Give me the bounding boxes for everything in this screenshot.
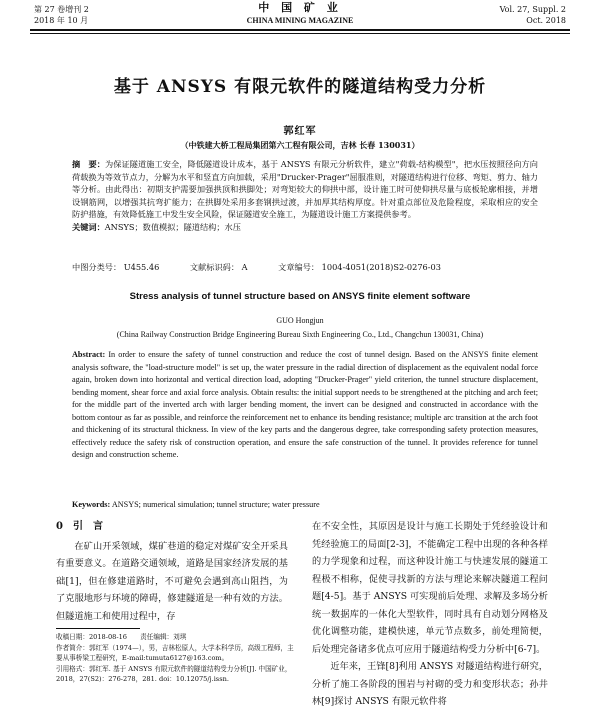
keywords-en — [72, 500, 320, 509]
abstract-cn — [72, 158, 538, 233]
footnotes — [56, 632, 294, 685]
paper-title-cn: 基于 ANSYS 有限元软件的隧道结构受力分析 — [113, 77, 487, 97]
body-column-left — [56, 518, 288, 625]
clc-number: 中图分类号： U455.46 — [72, 262, 160, 272]
keywords-cn-label: 关键词： — [72, 221, 105, 232]
journal-name-cn: 中 国 矿 业 — [258, 1, 342, 14]
date-en: Oct. 2018 — [526, 16, 566, 25]
author-cn: 郭红军 — [283, 126, 317, 137]
body-column-right — [312, 518, 548, 711]
intro-paragraph-1: 在矿山开采领域，煤矿巷道的稳定对煤矿安全开采具有重要意义。在道路交通领域，道路是国家经济发展的基础[1]，但在修建道路时，不可避免会遇到高山阻挡，为了克服地形与环境的障碍，修建隧道是一种有效的方法。但隧道施工和使用过程中，存 — [56, 540, 288, 622]
abstract-en-label: Abstract: — [72, 350, 106, 359]
affiliation-cn: （中铁建大桥工程局集团第六工程有限公司，吉林 长春 130031） — [180, 140, 420, 150]
volume-en: Vol. 27, Suppl. 2 — [499, 5, 566, 14]
abstract-cn-label: 摘 要： — [72, 159, 105, 169]
keywords-en-label: Keywords: — [72, 500, 111, 509]
footnote-author-bio: 作者简介：郭红军（1974—），男，吉林松原人，大学本科学历，高级工程师，主要从事桥梁工程研究，E-mail:tumuta6127@163.com。 — [56, 643, 294, 662]
footnote-rule — [56, 628, 140, 629]
section-heading-intro: 0 引 言 — [56, 521, 103, 532]
keywords-en-text: ANSYS; numerical simulation; tunnel structure; water pressure — [111, 500, 320, 509]
author-en: GUO Hongjun — [276, 316, 324, 325]
abstract-en — [72, 349, 538, 462]
issue-info: 第 27 卷增刊 2 — [34, 5, 89, 14]
footnote-citation: 引用格式：郭红军. 基于 ANSYS 有限元软件的隧道结构受力分析[J]. 中国矿业，2018，27(S2)：276-278，281. doi：10.12075/j.issn. — [56, 664, 292, 683]
abstract-cn-text: 为保证隧道施工安全，降低隧道设计成本，基于 ANSYS 有限元分析软件，建立"荷载-结构模型"，把水压按照径向方向荷载换为等效节点力，分解为水平和竖直方向加载，采用"Drucker-Prager"屈服准则，对隧道结构进行位移、弯矩、剪力、轴力等分析。由此得出：初期支护需要加强拱顶和拱脚处；对弯矩较大的仰拱中部，设计施工时可使仰拱尽量与底板轮廓相接，并增设钢筋网，以增强其抗弯扩能力；在拱脚处采用多套钢拱过渡，并加厚其结构厚度。针对重点部位及危险程度，采取相应的安全防护措施，有效降低施工中发生安全风险，保证隧道安全施工，为隧道设计施工方案提供参考。 — [72, 159, 538, 219]
header-rule-thin — [30, 33, 570, 34]
intro-paragraph-continued: 在不安全性，其原因是设计与施工长期处于凭经验设计和凭经验施工的局面[2-3]，不能确定工程中出现的各种各样的力学现象和过程，而这种设计施工与快速发展的隧道工程极不相称，促使寻找新的方法与理论来解决隧道工程问题[4-5]。基于 ANSYS 可实现前后处理、求解及多场分析统一数据库的一体化大型软件，同时具有自动划分网格及优化调整功能，建模快速，单元节点数多，前处理简便，后处理完备诸多优点可应用于隧道结构受力分析中[6-7]。 — [312, 521, 548, 655]
classification-line — [72, 262, 469, 273]
document-code: 文献标识码： A — [189, 262, 248, 272]
intro-paragraph-2: 近年来，王锋[8]利用 ANSYS 对隧道结构进行研究，分析了施工各阶段的围岩与衬砌的受力和变形状态；孙井林[9]探讨 ANSYS 有限元软件将 — [312, 661, 548, 707]
issue-date: 2018 年 10 月 — [34, 16, 89, 25]
header-rule-thick — [30, 29, 570, 31]
running-header — [0, 0, 600, 30]
abstract-en-text: In order to ensure the safety of tunnel construction and reduce the cost of tunnel design. Based on the ANSYS finite element analysis software, the "load-structure model" is set up, the water pressure in the radial direction of displacement as the equivalent nodal force again, broken down into horizontal and vertical direction load, adopting "Drucker-Prager" yield criterion, the tunnel structure displacement, bending moment, shear force and axial force analysis. Obtain results: the initial support needs to be strengthened at the pitching and arch feet; for the middle part of the inverted arch with larger bending moment, the invert can be designed and constructed in accordance with the bottom contour as far as possible, and reinforce the reinforcement net to enhance its bending resistance; multiple arc transition at the arch foot and thickening of its structural thickness. In view of the key parts and the dangerous degree, take corresponding safety protection measures, effectively reduce the safety risk of construction operation, and ensure the safe construction of the tunnel. It provides reference for tunnel design and construction scheme. — [72, 350, 538, 459]
keywords-cn-text: ANSYS；数值模拟；隧道结构；水压 — [104, 221, 241, 232]
paper-title-en: Stress analysis of tunnel structure based on ANSYS finite element software — [129, 291, 471, 302]
article-number: 文章编号： 1004-4051(2018)S2-0276-03 — [278, 262, 441, 272]
journal-name-en: CHINA MINING MAGAZINE — [246, 16, 354, 25]
affiliation-en: (China Railway Construction Bridge Engineering Bureau Sixth Engineering Co., Ltd., Changchun 130031, China) — [116, 330, 484, 339]
footnote-received: 收稿日期：2018-08-16 责任编辑：刘琪 — [56, 633, 187, 641]
